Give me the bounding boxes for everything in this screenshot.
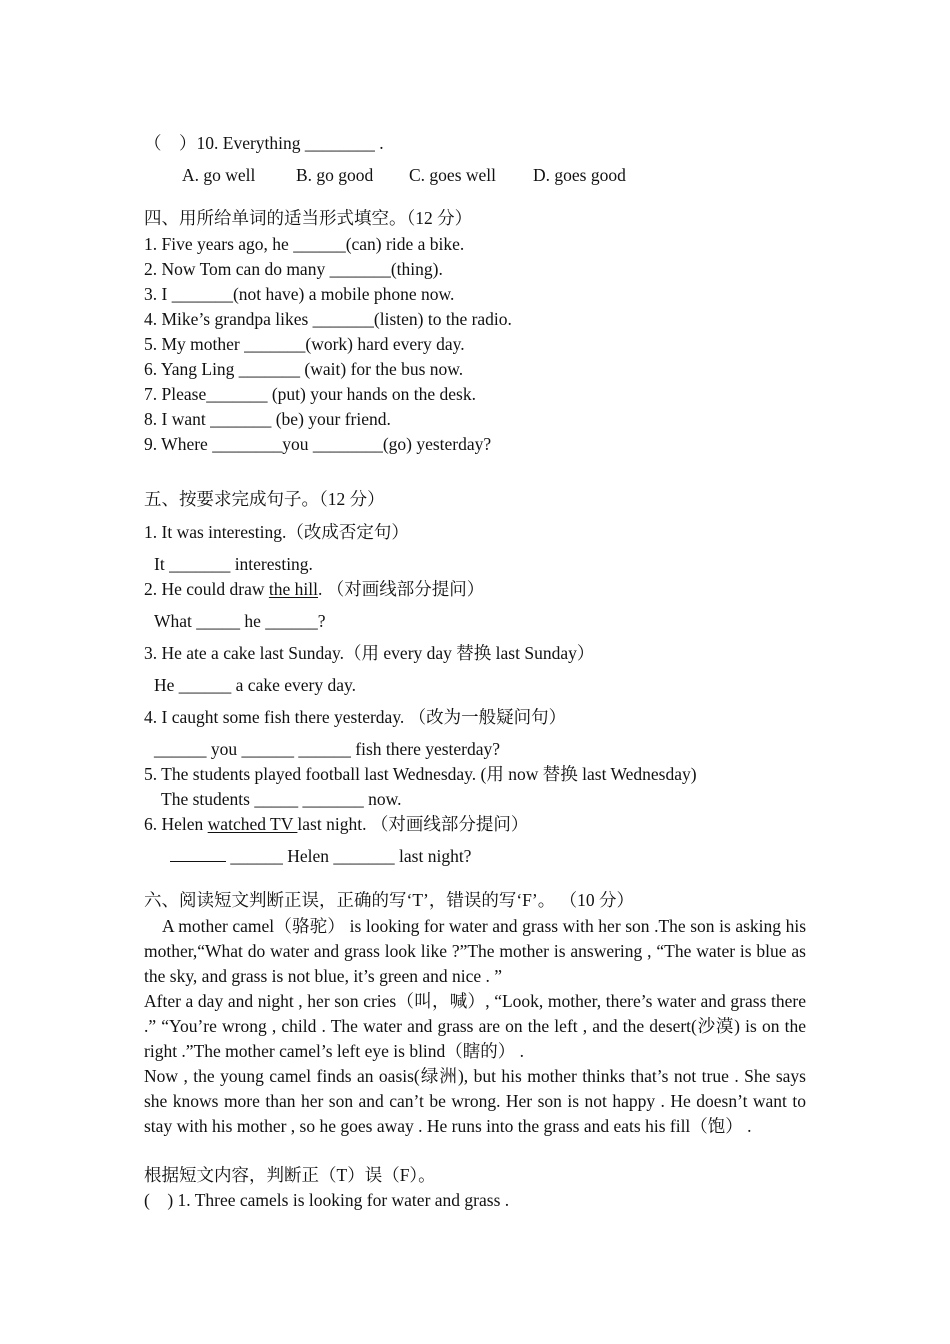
option-a: A. go well bbox=[182, 165, 256, 185]
section-5-a3: He ______ a cake every day. bbox=[154, 675, 356, 695]
section-4-item-9: 9. Where ________you ________(go) yesterday? bbox=[144, 434, 492, 454]
section-5-a5: The students _____ _______ now. bbox=[161, 789, 402, 809]
section-5-q4: 4. I caught some fish there yesterday. （改为一般疑问句） bbox=[144, 707, 567, 727]
answer-blank-line bbox=[170, 847, 226, 862]
section-4-item-7: 7. Please_______ (put) your hands on the desk. bbox=[144, 384, 476, 404]
section-5-a6 bbox=[170, 845, 471, 867]
section-5-q1: 1. It was interesting.（改成否定句） bbox=[144, 522, 409, 542]
section-6-title: 六、阅读短文判断正误，正确的写‘T’，错误的写‘F’。 （10 分） bbox=[144, 890, 634, 910]
section-4-item-8: 8. I want _______ (be) your friend. bbox=[144, 409, 391, 429]
option-c: C. goes well bbox=[409, 165, 497, 185]
q2-text-after: . （对画线部分提问） bbox=[318, 579, 485, 599]
section-5-a1: It _______ interesting. bbox=[154, 554, 313, 574]
reading-paragraph-3: Now , the young camel finds an oasis(绿洲), but his mother thinks that’s not true . She says she knows more than her son and can’t be wrong. Her son is not happy . He doesn’t want to stay with his mother , so he goes away . He runs into the grass and eats his fill（饱） . bbox=[144, 1066, 806, 1136]
section-4-item-6: 6. Yang Ling _______ (wait) for the bus now. bbox=[144, 359, 464, 379]
option-d: D. goes good bbox=[533, 165, 626, 185]
section-4-item-3: 3. I _______(not have) a mobile phone now. bbox=[144, 284, 455, 304]
section-5-q6 bbox=[144, 813, 528, 835]
section-4-title: 四、用所给单词的适当形式填空。（12 分） bbox=[144, 208, 473, 228]
section-5-a6-text: ______ Helen _______ last night? bbox=[230, 846, 472, 866]
section-5-title: 五、按要求完成句子。（12 分） bbox=[144, 489, 385, 509]
section-5-a2: What _____ he ______? bbox=[154, 611, 326, 631]
section-4-item-1: 1. Five years ago, he ______(can) ride a bike. bbox=[144, 234, 465, 254]
section-4-item-4: 4. Mike’s grandpa likes _______(listen) to the radio. bbox=[144, 309, 512, 329]
q6-text-after: last night. （对画线部分提问） bbox=[297, 814, 529, 834]
section-6-q1: ( ) 1. Three camels is looking for water and grass . bbox=[144, 1190, 510, 1210]
section-5-a4: ______ you ______ ______ fish there yesterday? bbox=[154, 739, 501, 759]
q6-text-before: 6. Helen bbox=[144, 814, 208, 834]
reading-paragraph-2: After a day and night , her son cries（叫，喊）, “Look, mother, there’s water and grass there .” “You’re wrong , child . The water and grass are on the left , and the desert(沙漠) is on the right .”The mother camel’s left eye is blind（瞎的） . bbox=[144, 991, 806, 1061]
section-4-item-2: 2. Now Tom can do many _______(thing). bbox=[144, 259, 443, 279]
q6-underlined-phrase: watched TV bbox=[207, 814, 298, 834]
section-5-q5: 5. The students played football last Wednesday. (用 now 替换 last Wednesday) bbox=[144, 764, 697, 784]
section-4-item-5: 5. My mother _______(work) hard every day. bbox=[144, 334, 465, 354]
option-b: B. go good bbox=[296, 165, 374, 185]
question-10-stem: （ ）10. Everything ________ . bbox=[144, 133, 384, 153]
q2-underlined-phrase: the hill bbox=[268, 579, 318, 599]
q2-text-before: 2. He could draw bbox=[144, 579, 269, 599]
section-5-q3: 3. He ate a cake last Sunday.（用 every day 替换 last Sunday） bbox=[144, 643, 595, 663]
section-6-instruction: 根据短文内容，判断正（T）误（F）。 bbox=[144, 1165, 436, 1185]
section-5-q2 bbox=[144, 578, 484, 600]
reading-paragraph-1: A mother camel（骆驼） is looking for water and grass with her son .The son is asking his mother,“What do water and grass look like ?”The mother is answering , “The water is blue as the sky, and grass is not blue, it’s green and nice . ” bbox=[144, 916, 806, 986]
